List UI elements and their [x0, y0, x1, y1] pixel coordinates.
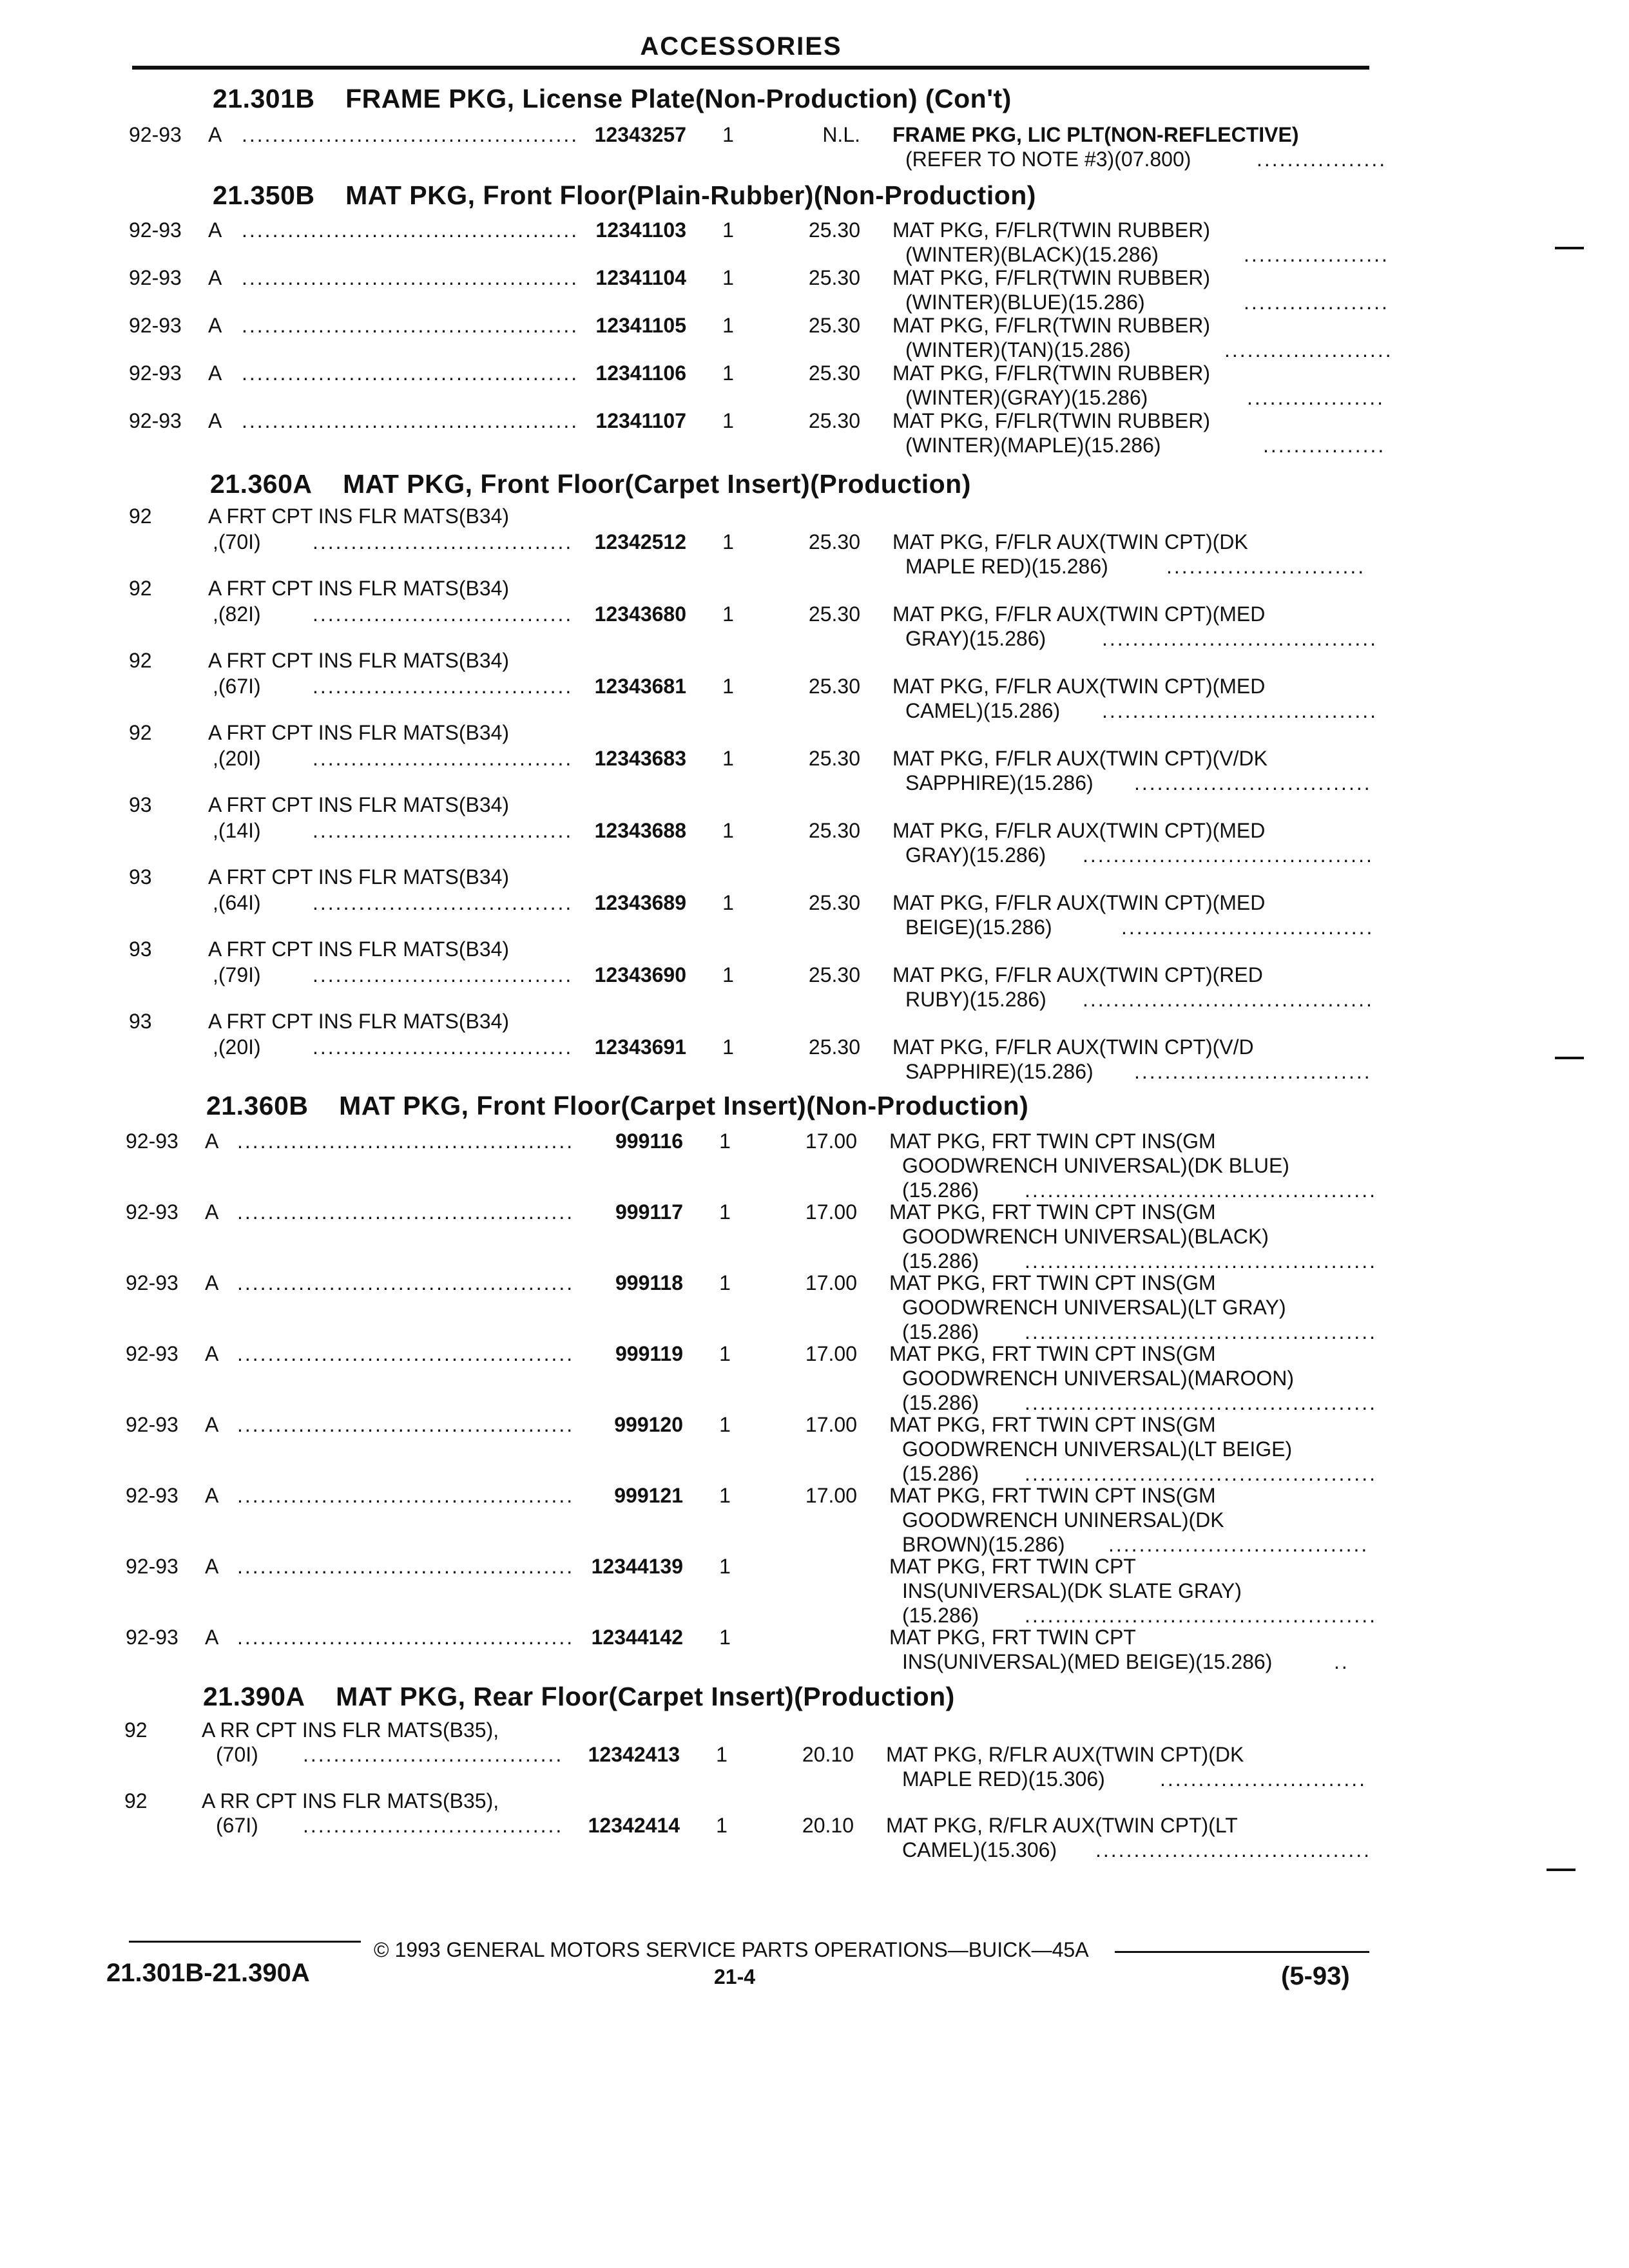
quantity: 1	[722, 530, 734, 553]
model-year: 92	[129, 505, 152, 528]
part-number: 12343691	[594, 1035, 686, 1059]
leader-dots: ..................................	[303, 1814, 564, 1837]
leader-dots: ............................................	[242, 266, 579, 289]
part-number: 999117	[615, 1200, 683, 1224]
model-year: 93	[129, 1010, 152, 1033]
usage-code: A RR CPT INS FLR MATS(B35),	[202, 1789, 499, 1812]
price: 20.10	[802, 1814, 854, 1837]
quantity: 1	[722, 675, 734, 698]
description: (WINTER)(MAPLE)(15.286)	[905, 434, 1161, 457]
usage-code: A FRT CPT INS FLR MATS(B34)	[208, 721, 510, 744]
description: (15.286)	[902, 1462, 979, 1485]
model-year: 92-93	[129, 218, 182, 242]
part-number: 12343688	[594, 819, 686, 842]
model-year: 92	[129, 649, 152, 672]
price: N.L.	[822, 123, 860, 146]
leader-dots: ............................................	[237, 1626, 575, 1649]
trim-code: ,(14I)	[213, 819, 261, 842]
price: 25.30	[808, 314, 860, 337]
usage-code: A FRT CPT INS FLR MATS(B34)	[208, 865, 510, 889]
section-heading: 21.301B FRAME PKG, License Plate(Non-Production) (Con't)	[213, 84, 1012, 113]
part-number: 999121	[614, 1484, 683, 1507]
header-rule	[132, 66, 1369, 70]
model-year: 92-93	[129, 314, 182, 337]
part-number: 12342512	[594, 530, 686, 553]
usage-code: A	[208, 266, 222, 289]
part-number: 12343690	[594, 963, 686, 986]
margin-mark	[1555, 247, 1584, 249]
price: 17.00	[805, 1342, 857, 1365]
usage-code: A	[205, 1200, 219, 1224]
price: 25.30	[808, 602, 860, 626]
leader-dots: ..............................................	[1025, 1249, 1377, 1273]
usage-code: A	[208, 314, 222, 337]
part-number: 12341106	[595, 361, 686, 385]
description: (15.286)	[902, 1249, 979, 1273]
leader-dots: ...............................	[1134, 771, 1372, 794]
description: SAPPHIRE)(15.286)	[905, 771, 1094, 794]
quantity: 1	[722, 218, 734, 242]
leader-dots: ..................................	[313, 819, 574, 842]
price: 25.30	[808, 675, 860, 698]
quantity: 1	[719, 1413, 731, 1436]
description: INS(UNIVERSAL)(DK SLATE GRAY)	[902, 1579, 1242, 1602]
leader-dots: .................................	[1121, 916, 1374, 939]
description: MAPLE RED)(15.306)	[902, 1767, 1105, 1791]
description: (REFER TO NOTE #3)(07.800)	[905, 148, 1191, 171]
trim-code: ,(70I)	[213, 530, 261, 553]
leader-dots: ..................................	[303, 1743, 564, 1766]
leader-dots: ...................	[1244, 291, 1389, 314]
leader-dots: ............................................	[237, 1484, 575, 1507]
usage-code: A RR CPT INS FLR MATS(B35),	[202, 1718, 499, 1742]
price: 25.30	[808, 409, 860, 432]
leader-dots: ..................................	[313, 530, 574, 553]
usage-code: A	[205, 1626, 219, 1649]
leader-dots: ............................................	[242, 361, 579, 385]
trim-code: ,(82I)	[213, 602, 261, 626]
model-year: 93	[129, 793, 152, 816]
model-year: 93	[129, 937, 152, 961]
description: MAT PKG, FRT TWIN CPT INS(GM	[889, 1200, 1216, 1224]
usage-code: A	[205, 1342, 219, 1365]
description: (WINTER)(BLACK)(15.286)	[905, 243, 1159, 266]
footer-copyright: © 1993 GENERAL MOTORS SERVICE PARTS OPERATIONS—BUICK—45A	[374, 1938, 1089, 1961]
margin-mark	[1555, 1057, 1584, 1059]
leader-dots: ............................................	[237, 1200, 575, 1224]
quantity: 1	[722, 819, 734, 842]
usage-code: A FRT CPT INS FLR MATS(B34)	[208, 505, 510, 528]
usage-code: A FRT CPT INS FLR MATS(B34)	[208, 793, 510, 816]
quantity: 1	[722, 602, 734, 626]
description: MAT PKG, F/FLR(TWIN RUBBER)	[892, 266, 1211, 289]
part-number: 12343257	[594, 123, 686, 146]
usage-code: A	[205, 1555, 219, 1578]
model-year: 92-93	[126, 1555, 178, 1578]
description: (15.286)	[902, 1604, 979, 1627]
description: MAT PKG, F/FLR AUX(TWIN CPT)(DK	[892, 530, 1248, 553]
quantity: 1	[719, 1129, 731, 1153]
description: (WINTER)(TAN)(15.286)	[905, 338, 1131, 361]
description: SAPPHIRE)(15.286)	[905, 1060, 1094, 1083]
part-number: 12343680	[594, 602, 686, 626]
description: MAT PKG, FRT TWIN CPT INS(GM	[889, 1271, 1216, 1294]
quantity: 1	[719, 1626, 731, 1649]
description: GOODWRENCH UNIVERSAL)(LT BEIGE)	[902, 1437, 1293, 1461]
description: MAT PKG, FRT TWIN CPT INS(GM	[889, 1413, 1216, 1436]
part-number: 12341104	[595, 266, 686, 289]
price: 20.10	[802, 1743, 854, 1766]
part-number: 12341107	[595, 409, 686, 432]
usage-code: A FRT CPT INS FLR MATS(B34)	[208, 649, 510, 672]
leader-dots: ............................................	[242, 123, 579, 146]
section-heading: 21.360B MAT PKG, Front Floor(Carpet Insert)(Non-Production)	[206, 1091, 1029, 1120]
usage-code: A FRT CPT INS FLR MATS(B34)	[208, 577, 510, 600]
trim-code: (67I)	[216, 1814, 258, 1837]
usage-code: A	[208, 361, 222, 385]
leader-dots: ..............................................	[1025, 1462, 1377, 1485]
model-year: 92-93	[126, 1342, 178, 1365]
model-year: 92	[124, 1789, 148, 1812]
trim-code: ,(20I)	[213, 747, 261, 770]
model-year: 92-93	[126, 1413, 178, 1436]
section-heading: 21.350B MAT PKG, Front Floor(Plain-Rubber)(Non-Production)	[213, 180, 1036, 210]
leader-dots: ..................	[1247, 386, 1385, 409]
price: 17.00	[805, 1200, 857, 1224]
quantity: 1	[722, 1035, 734, 1059]
model-year: 92-93	[126, 1626, 178, 1649]
leader-dots: ...............................	[1134, 1060, 1372, 1083]
description: MAT PKG, FRT TWIN CPT	[889, 1555, 1136, 1578]
quantity: 1	[719, 1271, 731, 1294]
description: GOODWRENCH UNIVERSAL)(MAROON)	[902, 1367, 1295, 1390]
description: (WINTER)(GRAY)(15.286)	[905, 386, 1148, 409]
leader-dots: ......................................	[1083, 843, 1374, 867]
quantity: 1	[722, 747, 734, 770]
model-year: 92-93	[126, 1200, 178, 1224]
description: CAMEL)(15.286)	[905, 699, 1061, 722]
description: MAT PKG, F/FLR AUX(TWIN CPT)(MED	[892, 675, 1266, 698]
part-number: 12342414	[588, 1814, 680, 1837]
model-year: 92-93	[129, 409, 182, 432]
section-heading: 21.390A MAT PKG, Rear Floor(Carpet Insert)(Production)	[203, 1682, 955, 1711]
leader-dots: ............................................	[242, 314, 579, 337]
part-number: 999118	[615, 1271, 683, 1294]
part-number: 12342413	[588, 1743, 680, 1766]
quantity: 1	[719, 1342, 731, 1365]
usage-code: A FRT CPT INS FLR MATS(B34)	[208, 1010, 510, 1033]
model-year: 92-93	[129, 123, 182, 146]
usage-code: A	[205, 1129, 219, 1153]
description: BROWN)(15.286)	[902, 1533, 1065, 1556]
description: MAPLE RED)(15.286)	[905, 555, 1108, 578]
usage-code: A	[208, 409, 222, 432]
description: MAT PKG, F/FLR AUX(TWIN CPT)(RED	[892, 963, 1263, 986]
quantity: 1	[722, 361, 734, 385]
price: 25.30	[808, 1035, 860, 1059]
description: GRAY)(15.286)	[905, 843, 1046, 867]
leader-dots: ............................................	[237, 1342, 575, 1365]
price: 25.30	[808, 891, 860, 914]
part-number: 12343681	[594, 675, 686, 698]
usage-code: A	[205, 1484, 219, 1507]
part-number: 12343683	[594, 747, 686, 770]
description: GOODWRENCH UNIVERSAL)(DK BLUE)	[902, 1154, 1289, 1177]
model-year: 92-93	[129, 266, 182, 289]
leader-dots: ..............................................	[1025, 1320, 1377, 1343]
footer-rule	[1115, 1951, 1369, 1953]
description: CAMEL)(15.306)	[902, 1838, 1057, 1861]
leader-dots: ......................	[1224, 338, 1393, 361]
footer-date: (5-93)	[1281, 1962, 1350, 1990]
section-heading: 21.360A MAT PKG, Front Floor(Carpet Insert)(Production)	[210, 469, 971, 499]
leader-dots: ...................	[1244, 243, 1389, 266]
leader-dots: ..................................	[1108, 1533, 1369, 1556]
part-number: 999119	[615, 1342, 683, 1365]
description: GOODWRENCH UNINERSAL)(DK	[902, 1508, 1224, 1532]
description: (WINTER)(BLUE)(15.286)	[905, 291, 1145, 314]
price: 25.30	[808, 819, 860, 842]
footer-rule	[129, 1941, 361, 1943]
leader-dots: ............................................	[237, 1413, 575, 1436]
price: 25.30	[808, 361, 860, 385]
usage-code: A	[208, 218, 222, 242]
part-number: 999116	[615, 1129, 683, 1153]
quantity: 1	[716, 1814, 728, 1837]
usage-code: A	[208, 123, 222, 146]
model-year: 93	[129, 865, 152, 889]
quantity: 1	[722, 314, 734, 337]
description: MAT PKG, F/FLR AUX(TWIN CPT)(MED	[892, 891, 1266, 914]
leader-dots: ....................................	[1102, 627, 1378, 650]
leader-dots: ..............................................	[1025, 1604, 1377, 1627]
description: MAT PKG, F/FLR AUX(TWIN CPT)(V/DK	[892, 747, 1268, 770]
leader-dots: ............................................	[242, 218, 579, 242]
quantity: 1	[719, 1484, 731, 1507]
price: 25.30	[808, 530, 860, 553]
model-year: 92-93	[129, 361, 182, 385]
description: MAT PKG, R/FLR AUX(TWIN CPT)(LT	[886, 1814, 1238, 1837]
price: 17.00	[805, 1129, 857, 1153]
quantity: 1	[722, 266, 734, 289]
part-number: 12344142	[591, 1626, 683, 1649]
description: GOODWRENCH UNIVERSAL)(BLACK)	[902, 1225, 1269, 1248]
model-year: 92-93	[126, 1129, 178, 1153]
trim-code: ,(79I)	[213, 963, 261, 986]
quantity: 1	[719, 1200, 731, 1224]
leader-dots: ............................................	[237, 1555, 575, 1578]
description: MAT PKG, FRT TWIN CPT	[889, 1626, 1136, 1649]
leader-dots: ..................................	[313, 675, 574, 698]
description: MAT PKG, F/FLR(TWIN RUBBER)	[892, 361, 1211, 385]
model-year: 92-93	[126, 1271, 178, 1294]
leader-dots: ..............................................	[1025, 1391, 1377, 1414]
price: 25.30	[808, 266, 860, 289]
leader-dots: .................	[1257, 148, 1387, 171]
leader-dots: ..................................	[313, 891, 574, 914]
price: 25.30	[808, 747, 860, 770]
leader-dots: ..	[1334, 1650, 1349, 1673]
usage-code: A	[205, 1413, 219, 1436]
quantity: 1	[722, 123, 734, 146]
leader-dots: ....................................	[1102, 699, 1378, 722]
trim-code: ,(67I)	[213, 675, 261, 698]
price: 17.00	[805, 1484, 857, 1507]
leader-dots: ................	[1263, 434, 1386, 457]
leader-dots: ............................................	[242, 409, 579, 432]
description: GRAY)(15.286)	[905, 627, 1046, 650]
trim-code: (70I)	[216, 1743, 258, 1766]
leader-dots: ....................................	[1095, 1838, 1372, 1861]
model-year: 92	[124, 1718, 148, 1742]
description: MAT PKG, R/FLR AUX(TWIN CPT)(DK	[886, 1743, 1244, 1766]
usage-code: A	[205, 1271, 219, 1294]
quantity: 1	[722, 963, 734, 986]
quantity: 1	[722, 891, 734, 914]
description: (15.286)	[902, 1391, 979, 1414]
description: GOODWRENCH UNIVERSAL)(LT GRAY)	[902, 1296, 1286, 1319]
part-number: 12341103	[595, 218, 686, 242]
part-number: 12341105	[595, 314, 686, 337]
price: 17.00	[805, 1271, 857, 1294]
model-year: 92	[129, 577, 152, 600]
description: MAT PKG, F/FLR AUX(TWIN CPT)(V/D	[892, 1035, 1254, 1059]
description: INS(UNIVERSAL)(MED BEIGE)(15.286)	[902, 1650, 1273, 1673]
leader-dots: ............................................	[237, 1271, 575, 1294]
quantity: 1	[722, 409, 734, 432]
footer-range: 21.301B-21.390A	[106, 1959, 310, 1987]
quantity: 1	[716, 1743, 728, 1766]
model-year: 92	[129, 721, 152, 744]
description: BEIGE)(15.286)	[905, 916, 1052, 939]
trim-code: ,(20I)	[213, 1035, 261, 1059]
leader-dots: ......................................	[1083, 988, 1374, 1011]
price: 25.30	[808, 963, 860, 986]
leader-dots: ..................................	[313, 602, 574, 626]
description: MAT PKG, F/FLR(TWIN RUBBER)	[892, 218, 1211, 242]
description: MAT PKG, FRT TWIN CPT INS(GM	[889, 1342, 1216, 1365]
description: MAT PKG, F/FLR AUX(TWIN CPT)(MED	[892, 602, 1266, 626]
part-number: 12344139	[591, 1555, 683, 1578]
leader-dots: ..........................	[1166, 555, 1366, 578]
description: (15.286)	[902, 1320, 979, 1343]
description: MAT PKG, F/FLR(TWIN RUBBER)	[892, 314, 1211, 337]
price: 17.00	[805, 1413, 857, 1436]
leader-dots: ..................................	[313, 1035, 574, 1059]
leader-dots: ..............................................	[1025, 1178, 1377, 1202]
leader-dots: ...........................	[1160, 1767, 1367, 1791]
description: MAT PKG, FRT TWIN CPT INS(GM	[889, 1129, 1216, 1153]
part-number: 999120	[614, 1413, 683, 1436]
leader-dots: ............................................	[237, 1129, 575, 1153]
page-title: ACCESSORIES	[640, 32, 842, 61]
margin-mark	[1547, 1869, 1576, 1871]
description: MAT PKG, FRT TWIN CPT INS(GM	[889, 1484, 1216, 1507]
part-number: 12343689	[594, 891, 686, 914]
quantity: 1	[719, 1555, 731, 1578]
trim-code: ,(64I)	[213, 891, 261, 914]
description: FRAME PKG, LIC PLT(NON-REFLECTIVE)	[892, 123, 1299, 146]
description: MAT PKG, F/FLR(TWIN RUBBER)	[892, 409, 1211, 432]
leader-dots: ..................................	[313, 963, 574, 986]
usage-code: A FRT CPT INS FLR MATS(B34)	[208, 937, 510, 961]
description: MAT PKG, F/FLR AUX(TWIN CPT)(MED	[892, 819, 1266, 842]
model-year: 92-93	[126, 1484, 178, 1507]
footer-page-number: 21-4	[714, 1965, 756, 1988]
leader-dots: ..................................	[313, 747, 574, 770]
description: RUBY)(15.286)	[905, 988, 1046, 1011]
description: (15.286)	[902, 1178, 979, 1202]
price: 25.30	[808, 218, 860, 242]
